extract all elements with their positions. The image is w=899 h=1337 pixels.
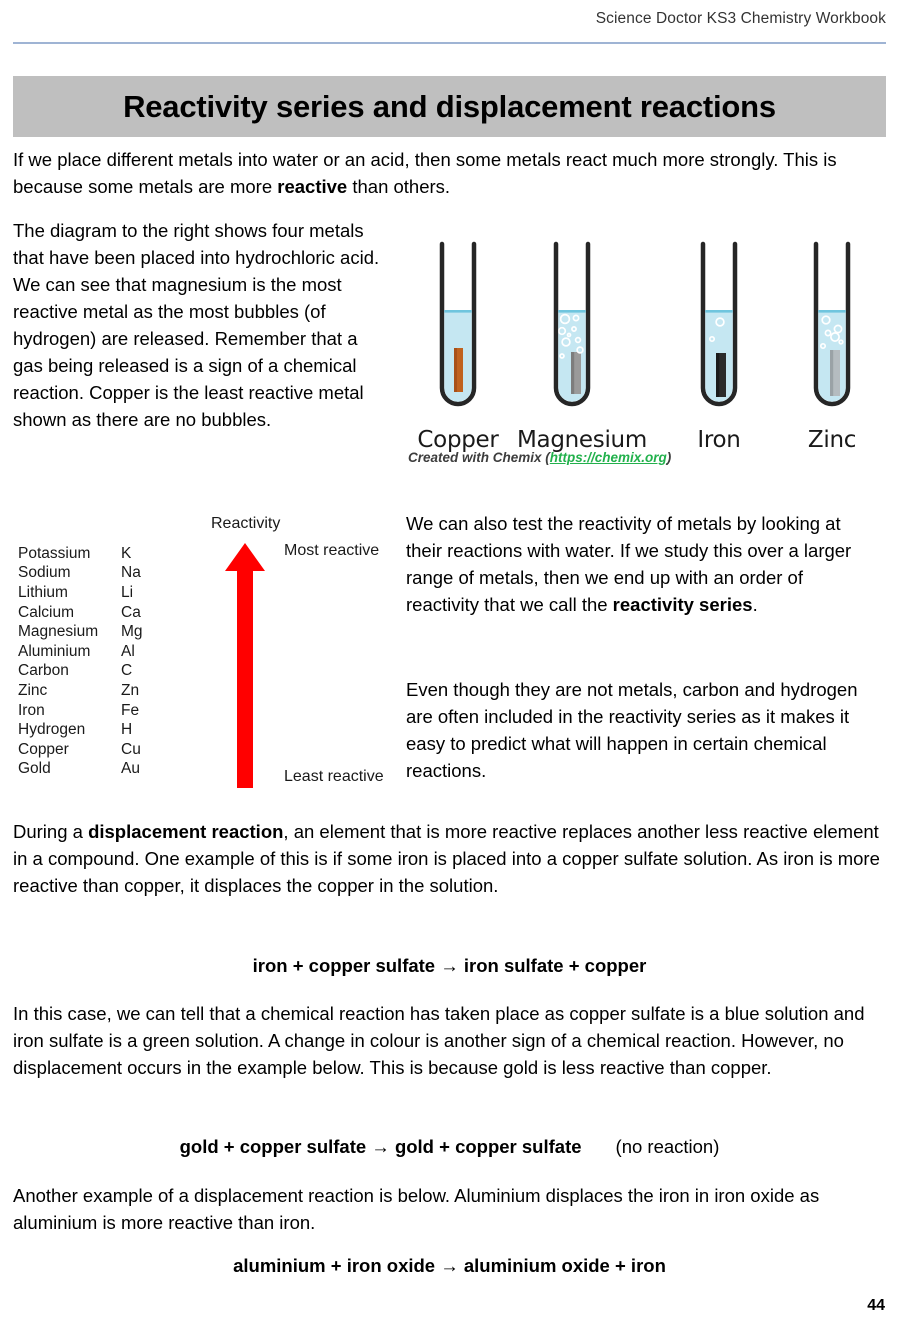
list-item — [18, 642, 198, 662]
test-tube-copper-icon — [418, 236, 498, 426]
element-name: Aluminium — [18, 642, 91, 660]
element-name: Calcium — [18, 603, 74, 621]
page-title-banner — [13, 76, 886, 137]
list-item — [18, 603, 198, 623]
paragraph-another-example: Another example of a displacement reaction is below. Aluminium displaces the iron in iron oxide as aluminium is more reactive than iron. — [13, 1185, 820, 1233]
paragraph-displacement — [13, 818, 883, 899]
list-item — [18, 583, 198, 603]
element-symbol: Al — [121, 642, 135, 660]
test-tube-copper-label: Copper — [417, 427, 499, 453]
element-symbol: Mg — [121, 623, 143, 641]
test-tube-diagram — [406, 236, 886, 476]
intro-text-part-1: If we place different metals into water or an acid, then some metals react much more strongly. This is because some metals are more — [13, 149, 837, 197]
intro-text-part-2: than others. — [347, 176, 451, 197]
element-name: Carbon — [18, 662, 69, 680]
list-item — [18, 544, 198, 564]
element-symbol: Au — [121, 760, 140, 778]
during-bold-displacement: displacement reaction — [88, 821, 284, 842]
paragraph-right-two: Even though they are not metals, carbon and hydrogen are often included in the reactivity series as it makes it easy to predict what will happen in certain chemical reactions. — [406, 679, 858, 781]
test-tube-iron-icon — [679, 236, 759, 426]
test-tube-zinc — [777, 236, 887, 453]
equation-gold-text: gold + copper sulfate → gold + copper sulfate — [179, 1136, 582, 1157]
test-tube-magnesium — [517, 236, 647, 453]
header-divider — [13, 42, 886, 44]
element-name: Potassium — [18, 544, 91, 562]
most-reactive-label: Most reactive — [284, 542, 380, 559]
element-symbol: Li — [121, 583, 134, 601]
test-tube-magnesium-icon — [532, 236, 612, 426]
paragraph-intro — [13, 146, 873, 200]
chemix-credit-prefix: Created with Chemix ( — [408, 450, 550, 465]
page-title: Reactivity series and displacement reactions — [123, 88, 776, 124]
reactivity-series-diagram — [8, 515, 393, 790]
up-arrow-icon — [224, 543, 266, 788]
list-item — [18, 701, 198, 721]
equation-iron-copper-sulfate: iron + copper sulfate → iron sulfate + copper — [252, 955, 647, 976]
element-name: Copper — [18, 740, 69, 758]
element-symbol: Cu — [121, 740, 141, 758]
list-item — [18, 622, 198, 642]
right-one-bold-series: reactivity series — [612, 594, 753, 615]
reactivity-arrow — [224, 543, 266, 788]
reactivity-element-list — [18, 544, 198, 779]
list-item — [18, 564, 198, 584]
element-symbol: Ca — [121, 603, 141, 621]
reactivity-axis-title: Reactivity — [211, 515, 281, 532]
element-symbol: C — [121, 662, 133, 680]
page-number: 44 — [867, 1297, 885, 1314]
page-header — [13, 10, 886, 40]
least-reactive-label: Least reactive — [284, 768, 384, 785]
paragraph-colour-change: In this case, we can tell that a chemical reaction has taken place as copper sulfate is a blue solution and iron sulfate is a green solution. A change in colour is another sign of a chemical reaction. However, no displacement occurs in the example below. This is because gold is less reactive than copper. — [13, 1003, 865, 1078]
list-item — [18, 760, 198, 780]
during-text-part-1: During a — [13, 821, 89, 842]
test-tube-zinc-icon — [792, 236, 872, 426]
element-name: Hydrogen — [18, 721, 86, 739]
element-symbol: Fe — [121, 701, 140, 719]
test-tube-copper — [403, 236, 513, 453]
equation-no-reaction-note: (no reaction) — [615, 1136, 720, 1157]
list-item — [18, 720, 198, 740]
equation-aluminium-iron-oxide: aluminium + iron oxide → aluminium oxide + iron — [233, 1255, 666, 1276]
element-symbol: K — [121, 544, 132, 562]
list-item — [18, 681, 198, 701]
list-item — [18, 740, 198, 760]
element-symbol: Na — [121, 564, 141, 582]
during-text-part-2: , an element that is more reactive replaces another less reactive element in a compound. One example of this is if some iron is placed into a copper sulfate solution. As iron is more reactive than copper, it displaces the copper in the solution. — [13, 821, 880, 896]
test-tube-magnesium-label: Magnesium — [517, 427, 647, 453]
intro-bold-reactive: reactive — [277, 176, 348, 197]
right-one-text-part-2: . — [752, 594, 758, 615]
paragraph-right-one — [406, 510, 876, 618]
right-one-text-part-1: We can also test the reactivity of metals by looking at their reactions with water. If we study this over a larger range of metals, then we end up with an order of reactivity that we call the — [406, 513, 852, 615]
element-name: Iron — [18, 701, 45, 719]
element-name: Lithium — [18, 583, 68, 601]
element-name: Zinc — [18, 681, 48, 699]
chemix-credit — [408, 450, 671, 465]
paragraph-left-diagram-description: The diagram to the right shows four metals that have been placed into hydrochloric acid. We can see that magnesium is the most reactive metal as the most bubbles (of hydrogen) are released. Remember that a gas being released is a sign of a chemical reaction. Copper is the least reactive metal shown as there are no bubbles. — [13, 220, 380, 430]
equation-gold-copper-sulfate — [13, 1136, 886, 1158]
chemix-link[interactable]: https://chemix.org — [549, 450, 667, 465]
list-item — [18, 662, 198, 682]
element-name: Magnesium — [18, 623, 99, 641]
chemix-credit-suffix: ) — [666, 450, 672, 465]
element-name: Gold — [18, 760, 51, 778]
element-symbol: H — [121, 721, 133, 739]
test-tube-zinc-label: Zinc — [807, 427, 857, 453]
test-tube-iron — [664, 236, 774, 453]
test-tube-iron-label: Iron — [697, 427, 741, 453]
element-symbol: Zn — [121, 681, 140, 699]
workbook-title: Science Doctor KS3 Chemistry Workbook — [595, 10, 886, 27]
element-name: Sodium — [18, 564, 71, 582]
